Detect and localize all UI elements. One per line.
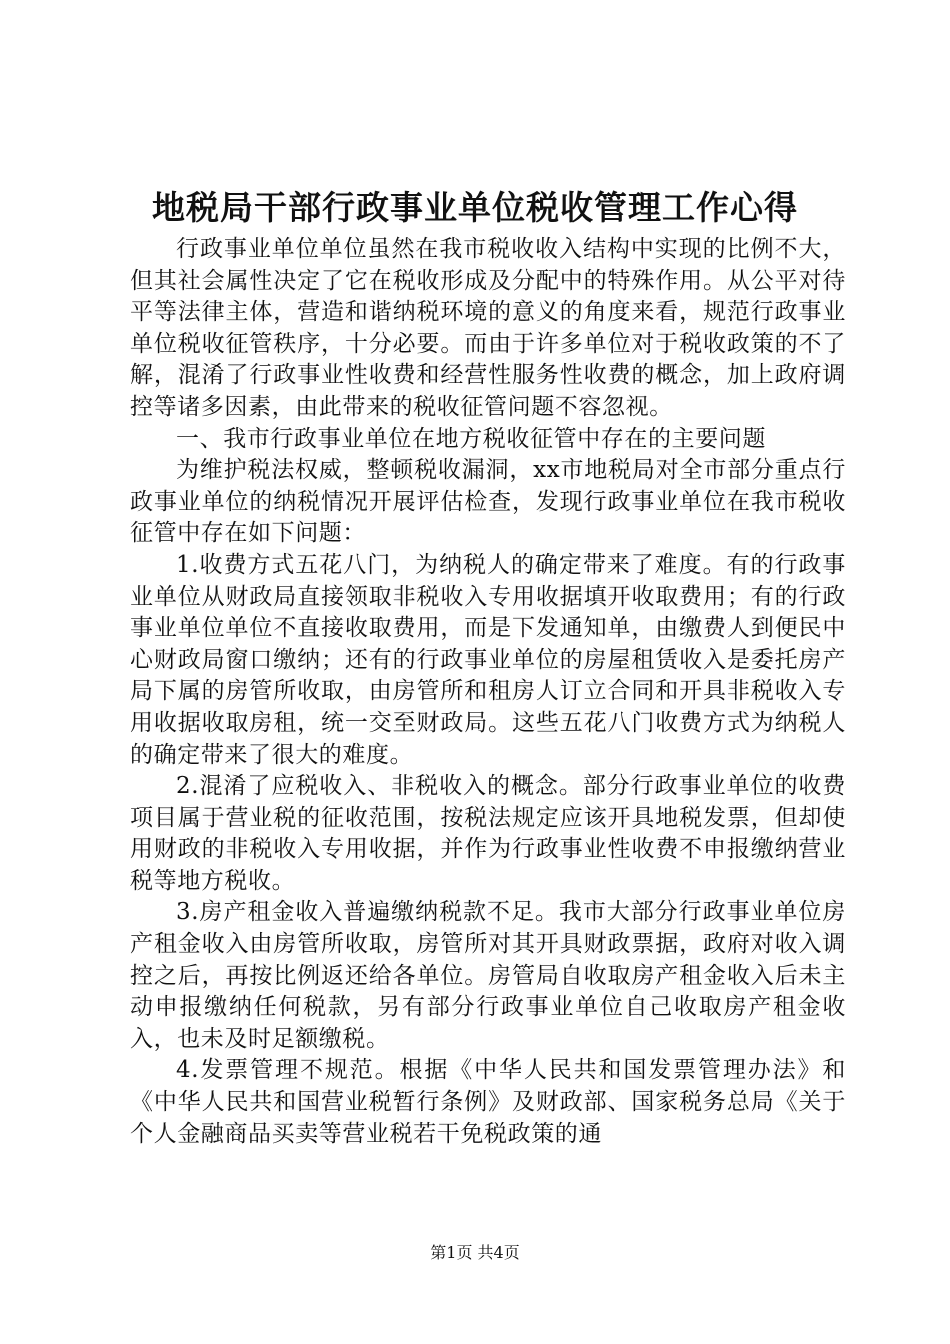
document-body	[130, 234, 846, 1150]
paragraph-item-1: 1.收费方式五花八门，为纳税人的确定带来了难度。有的行政事业单位从财政局直接领取非税收入专用收据填开收取费用；有的行政事业单位单位不直接收取费用，而是下发通知单，由缴费人到便民中心财政局窗口缴纳；还有的行政事业单位的房屋租赁收入是委托房产局下属的房管所收取，由房管所和租房人订立合同和开具非税收入专用收据收取房租，统一交至财政局。这些五花八门收费方式为纳税人的确定带来了很大的难度。	[130, 551, 846, 768]
page-footer: 第1页 共4页	[430, 1243, 520, 1262]
paragraph-item-4: 4.发票管理不规范。根据《中华人民共和国发票管理办法》和《中华人民共和国营业税暂行条例》及财政部、国家税务总局《关于个人金融商品买卖等营业税若干免税政策的通	[130, 1057, 846, 1147]
paragraph-intro: 行政事业单位单位虽然在我市税收收入结构中实现的比例不大，但其社会属性决定了它在税收形成及分配中的特殊作用。从公平对待平等法律主体，营造和谐纳税环境的意义的角度来看，规范行政事业单位税收征管秩序，十分必要。而由于许多单位对于税收政策的不了解，混淆了行政事业性收费和经营性服务性收费的概念，加上政府调控等诸多因素，由此带来的税收征管问题不容忽视。	[130, 236, 846, 420]
paragraph-item-3: 3.房产租金收入普遍缴纳税款不足。我市大部分行政事业单位房产租金收入由房管所收取，房管所对其开具财政票据，政府对收入调控之后，再按比例返还给各单位。房管局自收取房产租金收入后未主动申报缴纳任何税款，另有部分行政事业单位自己收取房产租金收入，也未及时足额缴税。	[130, 899, 846, 1052]
paragraph-overview: 为维护税法权威，整顿税收漏洞，xx市地税局对全市部分重点行政事业单位的纳税情况开展评估检查，发现行政事业单位在我市税收征管中存在如下问题：	[130, 457, 846, 547]
document-title: 地税局干部行政事业单位税收管理工作心得	[152, 188, 798, 227]
section-heading: 一、我市行政事业单位在地方税收征管中存在的主要问题	[176, 425, 766, 452]
paragraph-item-2: 2.混淆了应税收入、非税收入的概念。部分行政事业单位的收费项目属于营业税的征收范围，按税法规定应该开具地税发票，但却使用财政的非税收入专用收据，并作为行政事业性收费不申报缴纳营业税等地方税收。	[130, 773, 846, 894]
